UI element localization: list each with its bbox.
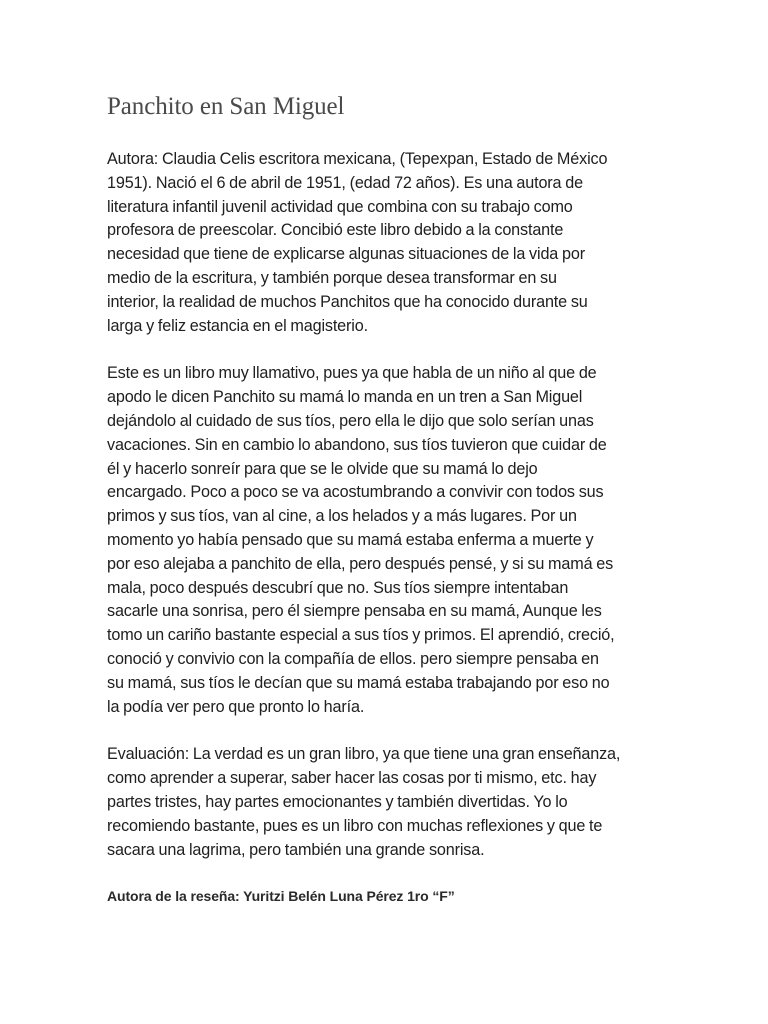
text-line: partes tristes, hay partes emocionantes y también divertidas. Yo lo (107, 792, 568, 811)
text-line: la podía ver pero que pronto lo haría. (107, 697, 365, 716)
document-page (107, 92, 707, 906)
text-line: Autora: Claudia Celis escritora mexicana, (Tepexpan, Estado de México (107, 150, 608, 168)
paragraph-summary (107, 362, 707, 719)
text-line: medio de la escritura, y también porque desea transformar en su (107, 268, 557, 287)
text-line: momento yo había pensado que su mamá estaba enferma a muerte y (107, 530, 594, 549)
text-line: sacarle una sonrisa, pero él siempre pensaba en su mamá, Aunque les (107, 602, 602, 621)
text-line: 1951). Nació el 6 de abril de 1951, (edad 72 años). Es una autora de (107, 173, 583, 192)
text-line: su mamá, sus tíos le decían que su mamá estaba trabajando por eso no (107, 673, 610, 692)
text-line: dejándolo al cuidado de sus tíos, pero ella le dijo que solo serían unas (107, 411, 594, 430)
text-line: necesidad que tiene de explicarse algunas situaciones de la vida por (107, 245, 585, 264)
text-line: mala, poco después descubrí que no. Sus tíos siempre intentaban (107, 578, 569, 597)
text-line: profesora de preescolar. Concibió este libro debido a la constante (107, 221, 564, 240)
review-author-signature: Autora de la reseña: Yuritzi Belén Luna Pérez 1ro “F” (107, 888, 455, 905)
text-line: conoció y convivio con la compañía de ellos. pero siempre pensaba en (107, 649, 599, 668)
text-line: literatura infantil juvenil actividad que combina con su trabajo como (107, 197, 573, 216)
text-line: por eso alejaba a panchito de ella, pero después pensé, y si su mamá es (107, 554, 614, 573)
text-line: apodo le dicen Panchito su mamá lo manda en un tren a San Miguel (107, 388, 583, 407)
text-line: vacaciones. Sin en cambio lo abandono, sus tíos tuvieron que cuidar de (107, 435, 607, 454)
text-line: sacara una lagrima, pero también una grande sonrisa. (107, 840, 485, 859)
text-line: larga y feliz estancia en el magisterio. (107, 316, 368, 335)
text-line: como aprender a superar, saber hacer las cosas por ti mismo, etc. hay (107, 769, 597, 788)
text-line: él y hacerlo sonreír para que se le olvide que su mamá lo dejo (107, 459, 538, 478)
text-line: encargado. Poco a poco se va acostumbrando a convivir con todos sus (107, 483, 604, 502)
text-line: Este es un libro muy llamativo, pues ya que habla de un niño al que de (107, 364, 597, 383)
paragraph-author-bio (107, 148, 707, 338)
document-title: Panchito en San Miguel (107, 93, 345, 120)
text-line: interior, la realidad de muchos Panchitos que ha conocido durante su (107, 292, 588, 311)
text-line: primos y sus tíos, van al cine, a los helados y a más lugares. Por un (107, 507, 577, 526)
text-line: tomo un cariño bastante especial a sus tíos y primos. El aprendió, creció, (107, 626, 615, 645)
text-line: Evaluación: La verdad es un gran libro, ya que tiene una gran enseñanza, (107, 745, 621, 764)
text-line: recomiendo bastante, pues es un libro con muchas reflexiones y que te (107, 816, 603, 835)
paragraph-evaluation (107, 743, 707, 862)
